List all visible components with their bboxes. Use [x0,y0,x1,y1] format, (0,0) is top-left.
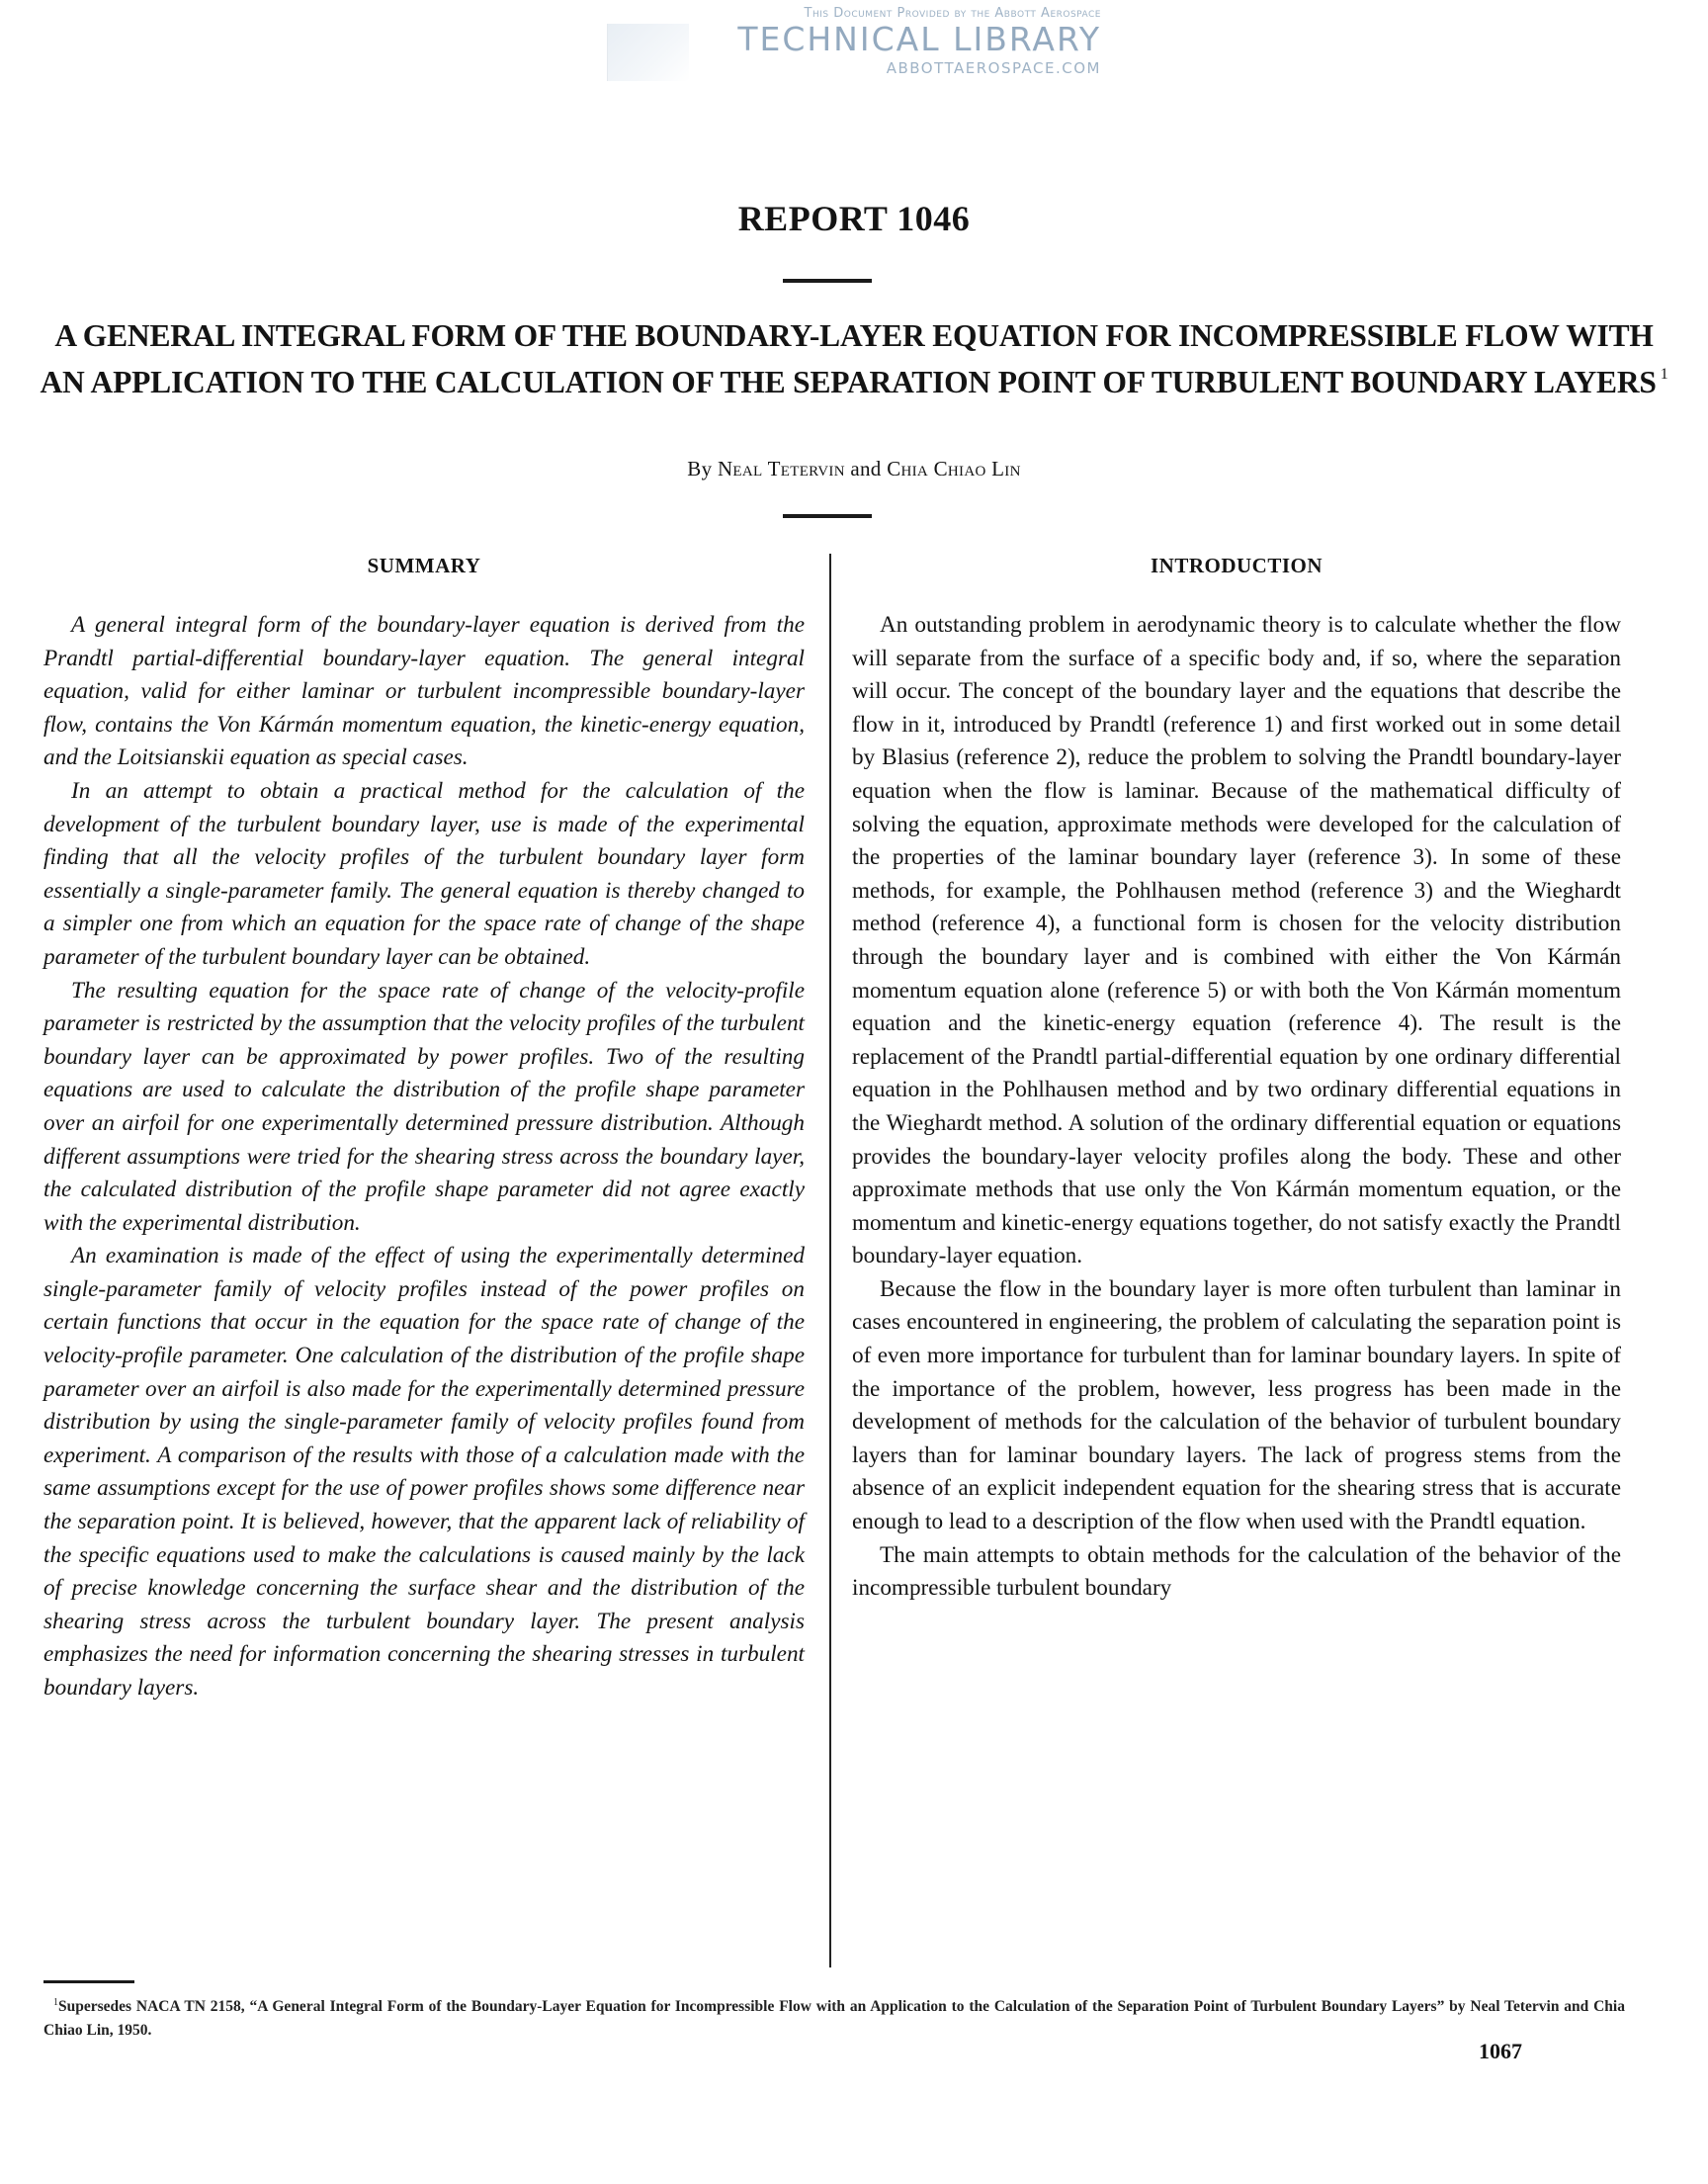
title-rule-top [783,279,872,283]
footnote [43,1991,1625,2043]
author-1: Neal Tetervin [717,457,845,480]
summary-paragraph: In an attempt to obtain a practical method for the calculation of the development of the turbulent boundary layer, use is made of the experimental finding that all the velocity profiles of the turbulent boundary layer form essentially a single-parameter family. The general equation is thereby changed to a simpler one from which an equation for the space rate of change of the shape parameter of the turbulent boundary layer can be obtained. [43,777,805,970]
author-2: Chia Chiao Lin [887,457,1021,480]
introduction-heading: INTRODUCTION [1150,554,1324,577]
introduction-paragraph: An outstanding problem in aerodynamic theory is to calculate whether the flow will separate from the surface of a specific body and, if so, where the separation will occur. The concept of the boundary layer and the equations that describe the flow in it, introduced by Prandtl (reference 1) and first worked out in some detail by Blasius (reference 2), reduce the problem to solving the Prandtl boundary-layer equation when the flow is laminar. Because of the mathematical difficulty of solving the equation, approximate methods were developed for the calculation of the properties of the laminar boundary layer (reference 3). In some of these methods, for example, the Pohlhausen method (reference 3) and the Wieghardt method (reference 4), a functional form is chosen for the velocity distribution through the boundary layer and is combined with either the Von Kármán momentum equation alone (reference 5) or with both the Von Kármán momentum equation and the kinetic-energy equation (reference 4). The result is the replacement of the Prandtl partial-differential equation by one ordinary differential equation in the Pohlhausen method and by two ordinary differential equations in the Wieghardt method. A solution of the ordinary differential equation or equations provides the boundary-layer velocity profiles along the body. These and other approximate methods that use only the Von Kármán momentum equation, or the momentum and kinetic-energy equations together, do not satisfy exactly the Prandtl boundary-layer equation. [852,612,1621,1269]
abbott-aerospace-watermark [607,6,1101,83]
summary-paragraph: A general integral form of the boundary-layer equation is derived from the Prandtl partial-differential boundary-layer equation. The general integral equation, valid for either laminar or turbulent incompressible boundary-layer flow, contains the Von Kármán momentum equation, the kinetic-energy equation, and the Loitsianskii equation as special cases. [43,612,805,771]
introduction-paragraph: Because the flow in the boundary layer is more often turbulent than laminar in cases encountered in engineering, the problem of calculating the separation point is of even more importance for turbulent than for laminar boundary layers. In spite of the importance of the problem, however, less progress has been made in the development of methods for the calculation of the behavior of turbulent boundary layers than for laminar boundary layers. The lack of progress stems from the absence of an explicit independent equation for the shearing stress that is accurate enough to lead to a description of the flow when used with the Prandtl equation. [852,1275,1621,1535]
watermark-title: TECHNICAL LIBRARY [737,20,1101,58]
paper-title [40,316,1668,401]
column-divider [829,554,831,1967]
watermark-provided-by: This Document Provided by the Abbott Aerospace [804,6,1101,21]
report-number: REPORT 1046 [737,199,971,238]
introduction-column [852,554,1621,1606]
byline [0,457,1708,481]
footnote-marker: 1 [53,1997,58,2008]
byline-prefix: By [687,457,713,480]
footnote-text: Supersedes NACA TN 2158, “A General Integral Form of the Boundary-Layer Equation for Incompressible Flow with an Application to the Calculation of the Separation Point of Turbulent Boundary Layers” by Neal Tetervin and Chia Chiao Lin, 1950. [43,1998,1625,2040]
paper-title-text: A GENERAL INTEGRAL FORM OF THE BOUNDARY-LAYER EQUATION FOR INCOMPRESSIBLE FLOW WITH AN APPLICATION TO THE CALCULATION OF THE SEPARATION POINT OF TURBULENT BOUNDARY LAYERS [40,318,1657,399]
summary-column [43,554,805,1705]
title-rule-bottom [783,514,872,518]
page-number: 1067 [1479,2039,1522,2063]
summary-paragraph: The resulting equation for the space rate of change of the velocity-profile parameter is restricted by the assumption that the velocity profiles of the turbulent boundary layer can be approximated by power profiles. Two of the resulting equations are used to calculate the distribution of the profile shape parameter over an airfoil for one experimentally determined pressure distribution. Although different assumptions were tried for the shearing stress across the boundary layer, the calculated distribution of the profile shape parameter did not agree exactly with the experimental distribution. [43,977,805,1236]
byline-and: and [850,457,882,480]
footnote-rule [43,1980,134,1983]
summary-heading: SUMMARY [367,554,481,577]
introduction-paragraph: The main attempts to obtain methods for the calculation of the behavior of the incompressible turbulent boundary [852,1541,1621,1602]
watermark-url: ABBOTTAEROSPACE.COM [886,59,1101,77]
title-footnote-marker[interactable]: 1 [1660,366,1668,383]
summary-paragraph: An examination is made of the effect of using the experimentally determined single-parameter family of velocity profiles instead of the power profiles on certain functions that occur in the equation for the space rate of change of the velocity-profile parameter. One calculation of the distribution of the profile shape parameter over an airfoil is also made for the experimentally determined pressure distribution by using the single-parameter family of velocity profiles found from experiment. A comparison of the results with those of a calculation made with the same assumptions except for the use of power profiles shows some difference near the separation point. It is believed, however, that the apparent lack of reliability of the specific equations used to make the calculations is caused mainly by the lack of precise knowledge concerning the surface shear and the distribution of the shearing stress across the turbulent boundary layer. The present analysis emphasizes the need for information concerning the shearing stresses in turbulent boundary layers. [43,1243,805,1701]
